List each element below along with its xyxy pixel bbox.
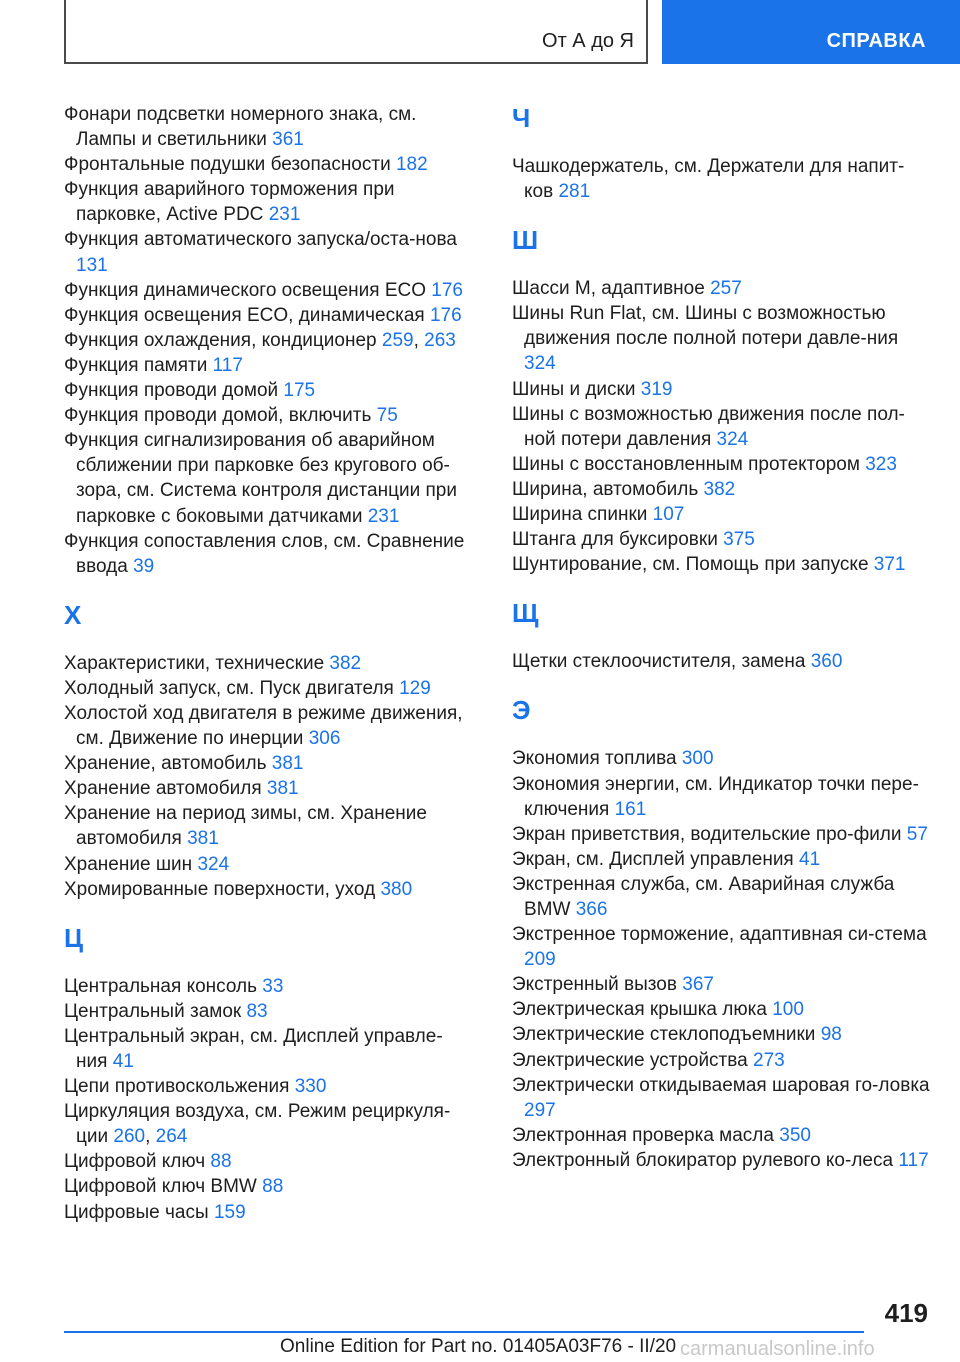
section-letter: Х [64,599,82,630]
page-link[interactable]: 107 [652,504,685,526]
page-link[interactable]: 361 [272,129,304,151]
index-entry [512,847,932,872]
page-number: 419 [884,1298,928,1328]
index-entry [64,428,474,528]
index-entry [64,177,474,227]
section-letter: Э [512,695,531,726]
page-link[interactable]: 323 [865,453,897,475]
index-entry [512,922,932,972]
index-entry [512,301,932,376]
index-entry [64,1174,474,1199]
entry-text: Шунтирование, см. Помощь при запуске [512,554,869,576]
index-entry [512,552,932,577]
page-link[interactable]: 41 [799,848,821,870]
page-link[interactable]: 117 [212,354,243,376]
entry-text: Шины с восстановленным протектором [512,453,860,475]
page-link[interactable]: 161 [614,798,647,820]
entry-text: Циркуляция воздуха, см. Режим рециркуля-ции [64,1101,451,1148]
page-link[interactable]: 100 [772,999,804,1021]
index-entry [64,1149,474,1174]
page-link[interactable]: 263 [424,329,456,351]
section-letter: Ш [512,225,539,256]
entry-text: Характеристики, технические [64,652,325,674]
page-link[interactable]: 83 [246,1000,268,1022]
page-link[interactable]: 75 [376,405,398,427]
entry-text: Функция проводи домой [64,380,279,402]
index-entry [512,649,932,674]
index-column-left [64,102,474,1225]
page-link[interactable]: 231 [367,505,400,527]
page-link[interactable]: 300 [681,748,714,770]
page-link[interactable]: 382 [329,652,362,674]
index-entry [64,1024,474,1074]
index-entry [64,227,474,277]
footer-divider [64,1331,864,1333]
page-link[interactable]: 129 [399,677,431,699]
index-entry [512,527,932,552]
index-entry [64,403,474,428]
entry-text: Электрические стеклоподъемники [512,1024,816,1046]
index-column-right [512,102,932,1173]
header-tab-label: СПРАВКА [826,30,926,52]
index-entry [64,152,474,177]
index-entry [64,974,474,999]
page-link[interactable]: 88 [210,1151,232,1173]
index-entry [64,102,474,152]
page-link[interactable]: 367 [682,974,714,996]
section-letter: Ц [64,922,83,953]
page-link[interactable]: 281 [558,181,591,203]
entry-text: Шины с возможностью движения после пол-ной потери давления [512,403,905,450]
index-entry [64,278,474,303]
entry-text: Штанга для буксировки [512,529,718,551]
index-entry [512,1022,932,1047]
page-link[interactable]: 264 [155,1126,188,1148]
entry-text: Чашкодержатель, см. Держатели для напит-ков [512,156,905,203]
index-entry [512,1148,932,1173]
index-entry [512,997,932,1022]
entry-text: Экран приветствия, водительские про-фили [512,823,902,845]
entry-text: Шасси M, адаптивное [512,278,705,300]
entry-text: Фонари подсветки номерного знака, см. Лампы и светильники [64,104,417,151]
entry-text: Цепи противоскольжения [64,1076,290,1098]
index-entry [512,276,932,301]
page-link[interactable]: 324 [716,428,749,450]
page-link[interactable]: 41 [112,1051,134,1072]
page-link[interactable]: 380 [380,878,413,900]
page-link[interactable]: 381 [266,778,299,800]
header-section-box [64,0,648,64]
entry-text: Электрическая крышка люка [512,999,767,1021]
page-link[interactable]: 175 [283,380,316,402]
index-entry [512,154,932,204]
page-link[interactable]: 117 [898,1149,929,1171]
index-entry [64,801,474,851]
index-entry: Функция охлаждения, кондиционер 259, 263 [64,329,456,351]
page-link[interactable]: 33 [262,975,284,997]
entry-text: Функция проводи домой, включить [64,405,372,427]
entry-text: Ширина, автомобиль [512,478,699,500]
index-entry [512,1123,932,1148]
index-entry [512,502,932,527]
entry-text: Электронная проверка масла [512,1124,774,1146]
entry-text: Функция сопоставления слов, см. Сравнение ввода [64,530,465,577]
entry-text: Функция памяти [64,354,208,376]
header-tab[interactable] [662,0,960,64]
section-letter: Ч [512,103,531,133]
page-link[interactable]: 273 [753,1049,785,1071]
section-letter: Щ [512,598,539,629]
page-link[interactable]: 182 [395,154,428,176]
page-link[interactable]: 260 [113,1126,146,1148]
page-link[interactable]: 324 [524,353,556,375]
entry-text: Экономия энергии, см. Индикатор точки пере-ключения [512,773,919,820]
entry-text: Функция динамического освещения ECO [64,279,427,301]
page-link[interactable]: 98 [820,1024,842,1046]
entry-text: Экран, см. Дисплей управления [512,848,794,870]
index-entry [64,852,474,877]
page-link[interactable]: 381 [187,828,219,850]
page-link[interactable]: 330 [294,1076,327,1098]
index-entry [512,822,932,847]
page-link[interactable]: 297 [524,1099,556,1121]
index-entry [64,999,474,1024]
index-entry [512,402,932,452]
entry-text: Ширина спинки [512,504,648,526]
entry-text: Экстренная служба, см. Аварийная служба BMW [512,873,895,920]
entry-text: Центральный экран, см. Дисплей управле-ния [64,1025,443,1072]
page-link[interactable]: 88 [262,1176,284,1198]
page-link[interactable]: 57 [906,823,928,845]
entry-text: Электронный блокиратор рулевого ко-леса [512,1149,894,1171]
entry-text: Холодный запуск, см. Пуск двигателя [64,677,394,699]
index-entry [512,452,932,477]
page-link[interactable]: 382 [703,478,736,500]
index-entry [64,1200,474,1225]
entry-text: Фронтальные подушки безопасности [64,154,391,176]
entry-text: Экономия топлива [512,748,677,770]
page-link[interactable]: 159 [213,1201,246,1223]
page-link[interactable]: 176 [431,279,463,301]
entry-text: Экстренный вызов [512,974,677,996]
index-entry [64,751,474,776]
index-entry [512,746,932,771]
entry-text: Центральная консоль [64,975,257,997]
index-entry [64,1074,474,1099]
entry-text: Шины и диски [512,378,636,400]
page-link[interactable]: 231 [268,204,301,226]
page-link[interactable]: 319 [640,378,673,400]
page-link[interactable]: 381 [271,753,304,775]
entry-text: Электрические устройства [512,1049,748,1071]
index-entry [512,1073,932,1123]
index-entry [512,972,932,997]
index-entry [512,1048,932,1073]
entry-text: Цифровой ключ [64,1151,206,1173]
entry-text: Цифровые часы [64,1201,209,1223]
entry-text: Функция освещения ECO, динамическая [64,304,425,326]
page-link[interactable]: 360 [810,651,843,673]
entry-text: Хранение на период зимы, см. Хранение автомобиля [64,803,427,850]
entry-text: Хромированные поверхности, уход [64,878,376,900]
page-link[interactable]: 176 [429,304,462,326]
index-entry [64,353,474,378]
entry-text: Щетки стеклоочистителя, замена [512,651,806,673]
page-link[interactable]: 259 [381,329,414,351]
entry-text: Центральный замок [64,1000,242,1022]
page-link[interactable]: 39 [133,555,155,577]
page-link[interactable]: 257 [710,278,742,300]
index-entry [64,651,474,676]
index-entry [512,477,932,502]
page-link[interactable]: 371 [873,554,906,576]
index-entry: Циркуляция воздуха, см. Режим рециркуля-ции 260, 264 [64,1101,451,1148]
entry-text: Электрически откидываемая шаровая го-ловка [512,1074,930,1096]
entry-text: Функция охлаждения, кондиционер [64,329,377,351]
entry-text: Хранение шин [64,853,193,875]
page-link[interactable]: 375 [723,529,755,551]
index-entry [512,872,932,922]
entry-text: Экстренное торможение, адаптивная си-стема [512,924,927,946]
page-link[interactable]: 131 [76,254,108,276]
entry-text: Цифровой ключ BMW [64,1176,257,1198]
entry-text: Хранение, автомобиль [64,753,267,775]
entry-text: Функция аварийного торможения при парковке, Active PDC [64,179,395,226]
page-link[interactable]: 324 [197,853,230,875]
header-section-label: От А до Я [542,30,634,52]
index-entry [512,772,932,822]
entry-text: Хранение автомобиля [64,778,262,800]
page-link[interactable]: 306 [308,728,341,750]
index-entry [64,701,474,751]
entry-text: Функция сигнализирования об аварийном сближении при парковке без кругового об-зора, см. Система контроля дистанции при парковке с боковыми датчиками [64,430,457,527]
page-link[interactable]: 366 [575,898,608,920]
index-entry [64,529,474,579]
index-entry [512,377,932,402]
index-entry [64,776,474,801]
index-entry [64,303,474,328]
footer-edition: Online Edition for Part no. 01405A03F76 - II/20 [280,1336,677,1357]
watermark: carmanualsonline.info [680,1338,875,1360]
page-link[interactable]: 209 [524,949,556,971]
entry-text: Шины Run Flat, см. Шины с возможностью движения после полной потери давле-ния [512,303,899,350]
index-entry [64,378,474,403]
entry-text: Холостой ход двигателя в режиме движения, см. Движение по инерции [64,702,463,750]
page-link[interactable]: 350 [779,1124,811,1146]
index-entry [64,877,474,902]
index-entry [64,676,474,701]
entry-text: Функция автоматического запуска/оста-нова [64,229,457,251]
